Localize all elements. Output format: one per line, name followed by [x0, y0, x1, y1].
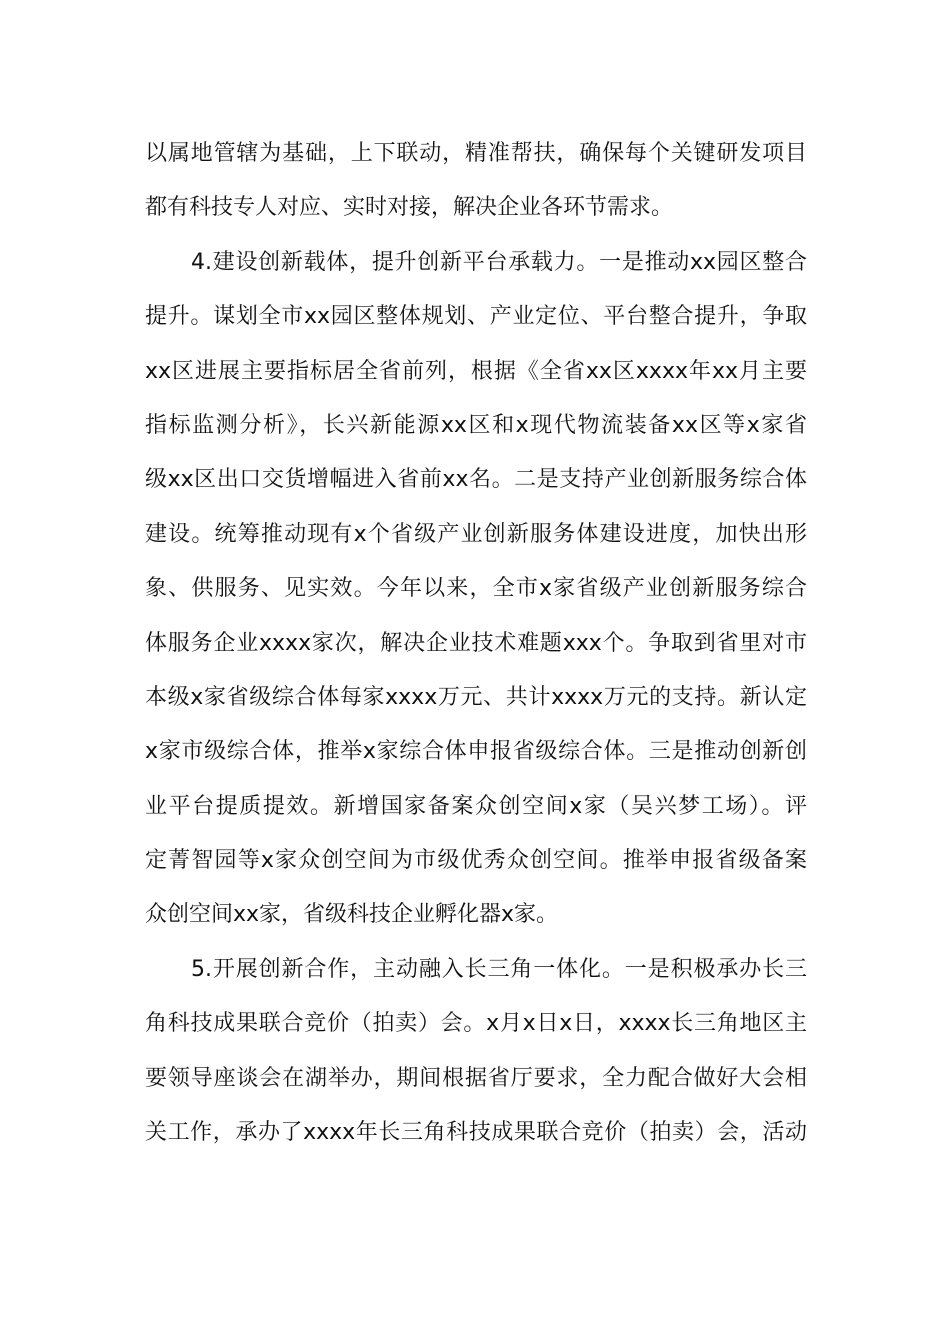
text-line: 要领导座谈会在湖举办，期间根据省厅要求，全力配合做好大会相: [145, 1065, 807, 1091]
document-body: [145, 131, 807, 1164]
text-line: 象、供服务、见实效。今年以来，全市x家省级产业创新服务综合: [145, 576, 807, 602]
text-line: 业平台提质提效。新增国家备案众创空间x家（吴兴梦工场）。评: [145, 793, 807, 819]
text-line: xx区进展主要指标居全省前列，根据《全省xx区xxxx年xx月主要: [145, 358, 807, 384]
text-line: 关工作，承办了xxxx年长三角科技成果联合竞价（拍卖）会，活动: [145, 1120, 807, 1146]
text-line: 本级x家省级综合体每家xxxx万元、共计xxxx万元的支持。新认定: [145, 684, 807, 710]
paragraph-heading-line: 5.开展创新合作，主动融入长三角一体化。一是积极承办长三: [191, 956, 807, 982]
text-line: 提升。谋划全市xx园区整体规划、产业定位、平台整合提升，争取: [145, 304, 807, 330]
text-line: 体服务企业xxxx家次，解决企业技术难题xxx个。争取到省里对市: [145, 630, 807, 656]
text-line: 都有科技专人对应、实时对接，解决企业各环节需求。: [145, 195, 674, 221]
text-line: 角科技成果联合竞价（拍卖）会。x月x日x日，xxxx长三角地区主: [145, 1011, 807, 1037]
text-line: x家市级综合体，推举x家综合体申报省级综合体。三是推动创新创: [145, 739, 807, 765]
text-line: 以属地管辖为基础，上下联动，精准帮扶，确保每个关键研发项目: [145, 141, 807, 166]
text-line: 级xx区出口交货增幅进入省前xx名。二是支持产业创新服务综合体: [145, 467, 807, 493]
text-line: 建设。统筹推动现有x个省级产业创新服务体建设进度，加快出形: [145, 521, 807, 547]
paragraph-heading-line: 4.建设创新载体，提升创新平台承载力。一是推动xx园区整合: [191, 249, 807, 275]
text-line: 指标监测分析》，长兴新能源xx区和x现代物流装备xx区等x家省: [145, 412, 807, 438]
text-line: 众创空间xx家，省级科技企业孵化器x家。: [145, 902, 559, 928]
text-line: 定菁智园等x家众创空间为市级优秀众创空间。推举申报省级备案: [145, 848, 807, 874]
